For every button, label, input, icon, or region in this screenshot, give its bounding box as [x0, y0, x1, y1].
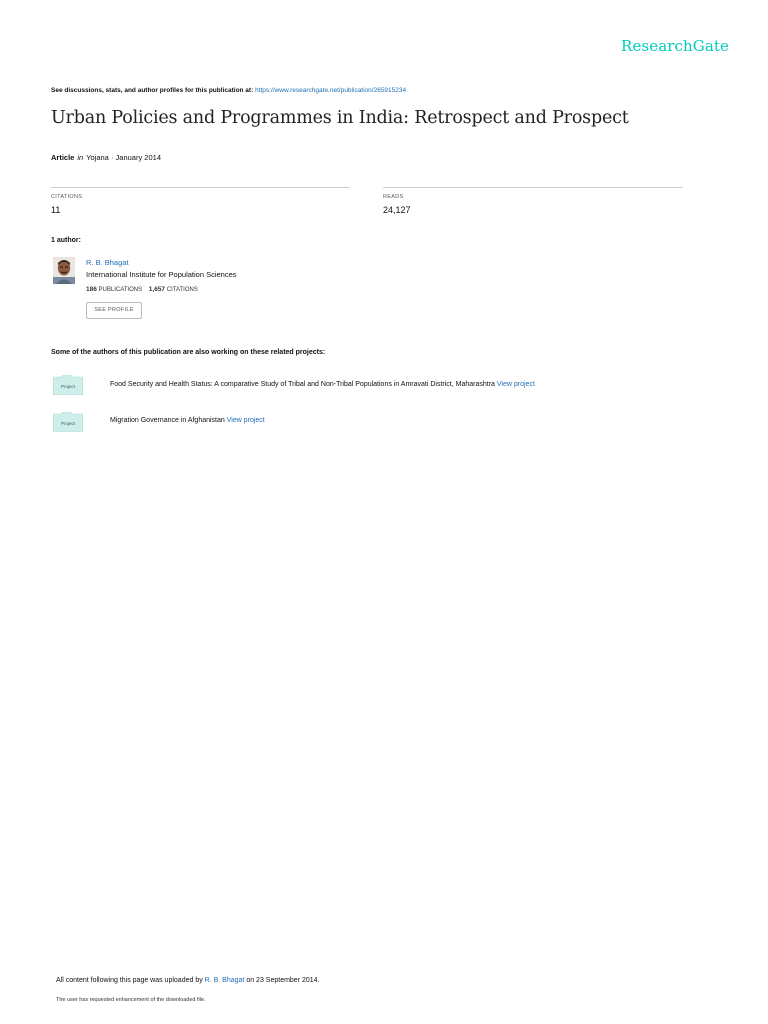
projects-heading: Some of the authors of this publication are also working on these related projects:: [51, 349, 326, 356]
folder-label: Project: [60, 421, 76, 426]
upload-prefix: All content following this page was uploaded by: [56, 977, 203, 984]
publication-type: Article: [51, 153, 75, 162]
project-folder-1[interactable]: [53, 375, 83, 400]
citations-divider: [51, 187, 350, 188]
author-institution: International Institute for Population Sciences: [86, 270, 237, 279]
reads-count: 24,127: [383, 205, 411, 215]
person-photo-icon: [53, 257, 75, 284]
project-item-2: [110, 417, 265, 424]
discussions-prefix: See discussions, stats, and author profiles for this publication at:: [51, 87, 254, 94]
author-publications-count: 186: [86, 286, 97, 293]
see-profile-button[interactable]: SEE PROFILE: [86, 302, 142, 319]
author-citations-count: 1,657: [148, 286, 166, 293]
author-citations-label: CITATIONS: [166, 287, 198, 293]
citations-count: 11: [51, 205, 61, 215]
project-folder-2[interactable]: [53, 412, 83, 437]
upload-note: [56, 977, 320, 984]
folder-icon: [53, 412, 83, 432]
publication-meta: [51, 153, 161, 162]
view-project-link-2[interactable]: View project: [226, 417, 265, 424]
author-publications-label: PUBLICATIONS: [98, 287, 143, 293]
uploader-link[interactable]: R. B. Bhagat: [204, 977, 245, 984]
meta-in: in: [77, 153, 84, 162]
author-stats: [86, 286, 198, 293]
author-avatar[interactable]: [53, 257, 75, 284]
reads-divider: [383, 187, 683, 188]
project-title-1: Food Security and Health Status: A comparative Study of Tribal and Non-Tribal Populations in Amravati District, Maharashtra: [110, 381, 495, 388]
project-item-1: [110, 381, 535, 388]
reads-label: READS: [383, 194, 404, 200]
publication-title: Urban Policies and Programmes in India: Retrospect and Prospect: [51, 108, 629, 128]
view-project-link-1[interactable]: View project: [496, 381, 535, 388]
authors-heading: 1 author:: [51, 237, 81, 244]
discussions-line: [51, 87, 406, 94]
citations-label: CITATIONS: [51, 194, 83, 200]
folder-icon: [53, 375, 83, 395]
journal-name: Yojana: [86, 153, 109, 162]
publication-date: · January 2014: [110, 153, 161, 162]
project-title-2: Migration Governance in Afghanistan: [110, 417, 225, 424]
folder-label: Project: [60, 384, 76, 389]
publication-url-link[interactable]: https://www.researchgate.net/publication/265915234: [255, 87, 407, 94]
upload-suffix: on 23 September 2014.: [246, 977, 320, 984]
author-name-link[interactable]: R. B. Bhagat: [86, 258, 129, 267]
researchgate-logo[interactable]: ResearchGate: [621, 37, 729, 55]
enhancement-note: The user has requested enhancement of the downloaded file.: [56, 997, 206, 1003]
